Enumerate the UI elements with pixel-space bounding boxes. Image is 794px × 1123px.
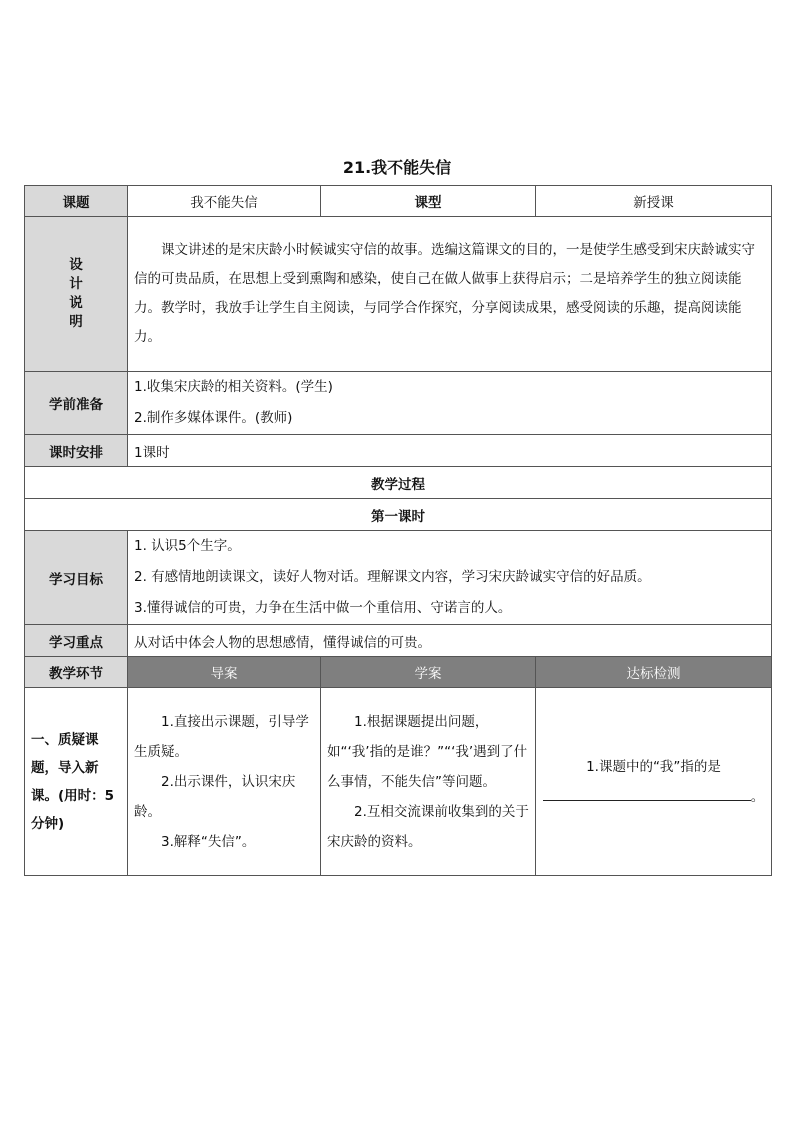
schedule-label: 课时安排: [25, 435, 128, 467]
goal-item: 2. 有感情地朗读课文，读好人物对话。理解课文内容，学习宋庆龄诚实守信的好品质。: [134, 569, 651, 585]
topic-label: 课题: [25, 186, 128, 217]
document-title: 21.我不能失信: [342, 158, 452, 177]
goals-label: 学习目标: [25, 531, 128, 625]
lesson-type-label: 课型: [321, 186, 536, 217]
column-study: 学案: [321, 657, 536, 688]
check-answer-line: 。: [542, 782, 765, 812]
schedule-value: 1课时: [128, 435, 772, 467]
study-item: 1.根据课题提出问题，如“‘我’指的是谁？”“‘我’遇到了什么事情，不能失信”等问题。: [327, 713, 528, 790]
design-text: 课文讲述的是宋庆龄小时候诚实守信的故事。选编这篇课文的目的，一是使学生感受到宋庆龄诚实守信的可贵品质，在思想上受到熏陶和感染，使自己在做人做事上获得启示；二是培养学生的独立阅读能力。教学时，我放手让学生自主阅读，与同学合作探究，分享阅读成果，感受阅读的乐趣，提高阅读能力。: [128, 217, 772, 372]
prep-label: 学前准备: [25, 372, 128, 435]
session-heading: 第一课时: [25, 499, 772, 531]
lesson-topic-row: [25, 186, 772, 217]
guide-item: 2.出示课件，认识宋庆龄。: [134, 773, 296, 820]
prep-item: 1.收集宋庆龄的相关资料。(学生): [134, 379, 333, 395]
key-point-row: [25, 625, 772, 657]
key-point-value: 从对话中体会人物的思想感情，懂得诚信的可贵。: [128, 625, 772, 657]
key-point-label: 学习重点: [25, 625, 128, 657]
guide-item: 1.直接出示课题，引导学生质疑。: [134, 713, 309, 760]
topic-value: 我不能失信: [128, 186, 321, 217]
design-row: [25, 217, 772, 372]
check-question: 1.课题中的“我”指的是: [586, 758, 721, 775]
stage1-guide: [128, 688, 321, 876]
answer-blank[interactable]: [543, 786, 751, 801]
column-stage: 教学环节: [25, 657, 128, 688]
process-heading: 教学过程: [25, 467, 772, 499]
column-check: 达标检测: [536, 657, 772, 688]
process-heading-row: [25, 467, 772, 499]
design-label: 设 计 说 明: [25, 217, 128, 372]
stage1-label: 一、质疑课题，导入新课。(用时：5分钟): [25, 688, 128, 876]
guide-item: 3.解释“失信”。: [161, 833, 256, 850]
stage1-row: [25, 688, 772, 876]
column-guide: 导案: [128, 657, 321, 688]
study-item: 2.互相交流课前收集到的关于宋庆龄的资料。: [327, 803, 529, 850]
lesson-type-value: 新授课: [536, 186, 772, 217]
prep-row: [25, 372, 772, 435]
session-heading-row: [25, 499, 772, 531]
goal-item: 3.懂得诚信的可贵，力争在生活中做一个重信用、守诺言的人。: [134, 600, 512, 616]
stage1-check: [536, 688, 772, 876]
schedule-row: [25, 435, 772, 467]
columns-header-row: [25, 657, 772, 688]
goals-row: [25, 531, 772, 625]
lesson-plan-table: [24, 185, 772, 876]
goals-items: [128, 531, 772, 625]
stage1-study: [321, 688, 536, 876]
goal-item: 1. 认识5个生字。: [134, 538, 241, 554]
prep-items: [128, 372, 772, 435]
prep-item: 2.制作多媒体课件。(教师): [134, 410, 293, 426]
